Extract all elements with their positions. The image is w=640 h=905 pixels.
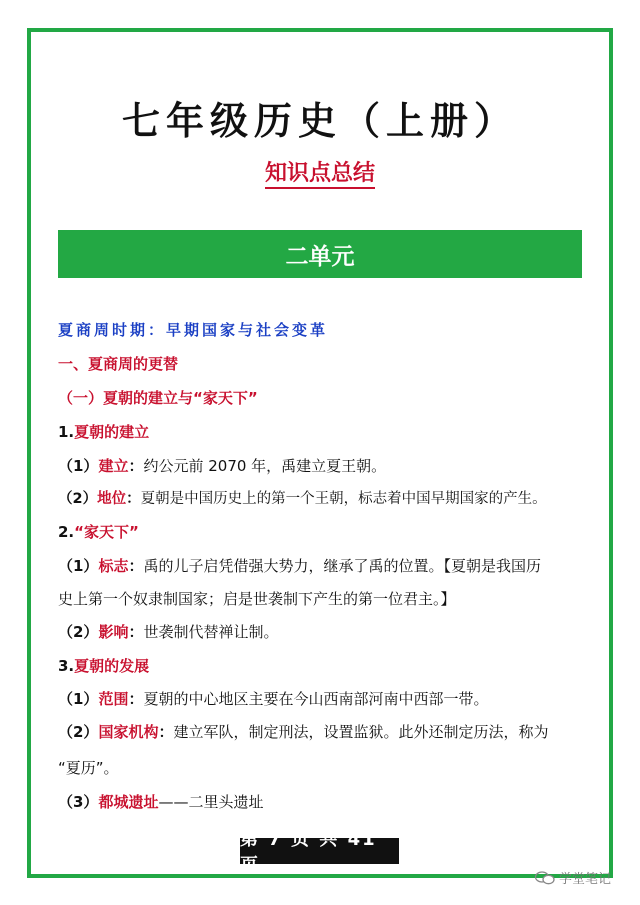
list-item	[58, 556, 598, 576]
list-item	[58, 456, 598, 476]
item-label: 都城遗址	[98, 793, 159, 811]
page-number: 第 7 页 共 41 页	[240, 838, 399, 864]
watermark-text: 学堂笔记	[559, 872, 612, 887]
item-label: 标志	[98, 557, 129, 575]
item-label: 范围	[98, 690, 129, 708]
list-item	[58, 722, 598, 742]
item-text: ——二里头遗址	[158, 793, 264, 811]
topic-title: “家天下”	[74, 523, 139, 541]
item-number: （1）	[58, 457, 99, 475]
page-subtitle	[0, 156, 640, 187]
item-label: 国家机构	[98, 723, 159, 741]
item-text: 世袭制代替禅让制。	[143, 623, 279, 641]
list-item	[58, 689, 598, 709]
section-heading: 夏商周时期：早期国家与社会变革	[58, 321, 329, 339]
topic-number: 2.	[58, 523, 75, 541]
item-number: （3）	[58, 793, 99, 811]
item-number: （1）	[58, 557, 99, 575]
item-text: 禹的儿子启凭借强大势力，继承了禹的位置。【夏朝是我国历	[143, 557, 541, 575]
item-number: （2）	[58, 491, 98, 507]
list-item	[58, 792, 598, 812]
item-text: 约公元前 2070 年，禹建立夏王朝。	[143, 457, 387, 475]
item-separator: ：	[128, 457, 144, 475]
item-number: （2）	[58, 623, 99, 641]
topic-heading	[58, 656, 598, 676]
item-label: 影响	[98, 623, 129, 641]
item-number: （1）	[58, 690, 99, 708]
item-text: 建立军队，制定刑法，设置监狱。此外还制定历法，称为	[173, 723, 549, 741]
unit-banner: 二单元	[58, 230, 582, 278]
topic-number: 1.	[58, 423, 75, 441]
topic-number: 3.	[58, 657, 75, 675]
item-label: 地位	[97, 491, 127, 507]
topic-heading	[58, 422, 598, 442]
item-number: （2）	[58, 723, 99, 741]
item-separator: ：	[128, 557, 144, 575]
topic-heading	[58, 522, 598, 542]
continuation-text: 史上第一个奴隶制国家；启是世袭制下产生的第一位君主。】	[58, 590, 456, 608]
list-item	[58, 489, 598, 509]
subtitle-text: 知识点总结	[265, 161, 375, 189]
chapter-heading: 一、夏商周的更替	[58, 355, 179, 373]
item-separator: ：	[128, 623, 144, 641]
sub-heading: （一）夏朝的建立与“家天下”	[58, 389, 258, 407]
page-title: 七年级历史（上册）	[121, 98, 518, 143]
continuation-text: “夏历”。	[58, 759, 119, 777]
list-item	[58, 622, 598, 642]
topic-title: 夏朝的发展	[74, 657, 150, 675]
item-text: 夏朝的中心地区主要在今山西南部河南中西部一带。	[143, 690, 489, 708]
topic-title: 夏朝的建立	[74, 423, 150, 441]
wechat-icon	[534, 871, 556, 885]
item-separator: ：	[128, 690, 144, 708]
watermark	[534, 868, 611, 887]
item-text: 夏朝是中国历史上的第一个王朝，标志着中国早期国家的产生。	[140, 491, 547, 507]
item-label: 建立	[98, 457, 129, 475]
item-separator: ：	[158, 723, 174, 741]
item-separator: ：	[126, 491, 141, 507]
